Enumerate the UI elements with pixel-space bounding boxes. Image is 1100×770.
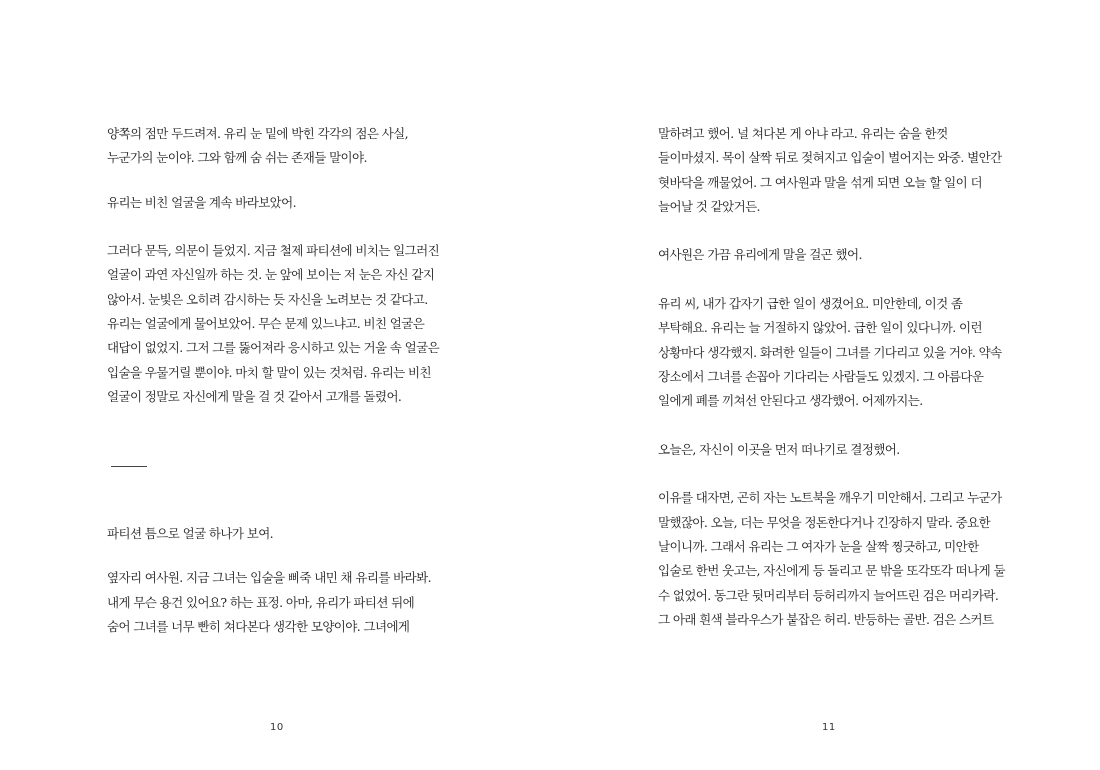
page-number: 11 [822,722,836,733]
text-line: 유리 씨, 내가 갑자기 급한 일이 생겼어요. 미안한데, 이것 좀 [658,296,963,312]
text-line: 입술을 우물거릴 뿐이야. 마치 할 말이 있는 것처럼. 유리는 비친 [107,364,431,380]
text-line: 말하려고 했어. 널 쳐다본 게 아냐 라고. 유리는 숨을 한껏 [658,126,948,141]
paragraph-gap [658,462,1013,486]
text-line: 이유를 대자면, 곤히 자는 노트북을 깨우기 미안해서. 그리고 누군가 [658,490,1002,506]
text-line: 대답이 없었지. 그저 그를 뚫어져라 응시하고 있는 거울 속 얼굴은 [107,340,440,356]
paragraph-gap [107,215,452,239]
paragraph-gap [107,502,452,522]
divider-line [111,466,147,467]
text-line: 늘어날 것 같았거든. [658,198,760,214]
text-line: 숨어 그녀를 너무 빤히 쳐다본다 생각한 모양이야. 그녀에게 [107,619,410,635]
text-line: 부탁해요. 유리는 늘 거절하지 않았어. 급한 일이 있다니까. 이런 [658,320,982,336]
left-page-text [107,122,452,639]
paragraph-gap [658,268,1013,292]
section-divider [107,454,452,478]
right-page [550,0,1100,770]
text-line: 양쪽의 점만 두드려져. 유리 눈 밑에 박힌 각각의 점은 사실, [107,126,409,141]
paragraph-gap [658,414,1013,438]
text-line: 여사원은 가끔 유리에게 말을 걸곤 했어. [658,247,862,263]
paragraph-gap [658,219,1013,243]
text-line: 장소에서 그녀를 손꼽아 기다리는 사람들도 있겠지. 그 아름다운 [658,368,984,384]
paragraph-gap [107,434,452,454]
text-line: 얼굴이 과연 자신일까 하는 것. 눈 앞에 보이는 저 눈은 자신 같지 [107,267,435,283]
paragraph-gap [107,171,452,191]
paragraph-gap [107,478,452,502]
text-line: 유리는 얼굴에게 물어보았어. 무슨 문제 있느냐고. 비친 얼굴은 [107,316,425,332]
text-line: 입술로 한번 웃고는, 자신에게 등 돌리고 문 밖을 또각또각 떠나게 둘 [658,563,1005,579]
text-line: 오늘은, 자신이 이곳을 먼저 떠나기로 결정했어. [658,441,900,457]
text-line: 상황마다 생각했지. 화려한 일들이 그녀를 기다리고 있을 거야. 약속 [658,344,1002,360]
text-line: 옆자리 여사원. 지금 그녀는 입술을 삐죽 내민 채 유리를 바라봐. [107,570,431,586]
text-line: 그러다 문득, 의문이 들었지. 지금 철제 파티션에 비치는 일그러진 [107,243,440,259]
paragraph-gap [107,546,452,566]
text-line: 내게 무슨 용건 있어요? 하는 표정. 아마, 유리가 파티션 뒤에 [107,594,415,610]
page-number: 10 [270,722,284,733]
paragraph-gap [107,409,452,433]
text-line: 혓바닥을 깨물었어. 그 여사원과 말을 섞게 되면 오늘 할 일이 더 [658,174,982,190]
text-line: 파티션 틈으로 얼굴 하나가 보여. [107,526,274,542]
text-line: 않아서. 눈빛은 오히려 감시하는 듯 자신을 노려보는 것 같다고. [107,291,428,307]
right-page-text [658,122,1013,632]
text-line: 유리는 비친 얼굴을 계속 바라보았어. [107,194,296,210]
text-line: 일에게 폐를 끼쳐선 안된다고 생각했어. 어제까지는. [658,393,923,409]
text-line: 얼굴이 정말로 자신에게 말을 걸 것 같아서 고개를 돌렸어. [107,388,402,404]
text-line: 말했잖아. 오늘, 더는 무엇을 정돈한다거나 긴장하지 말라. 중요한 [658,514,991,530]
text-line: 그 아래 흰색 블라우스가 붙잡은 허리. 반등하는 골반. 검은 스커트 [658,611,994,627]
text-line: 수 없었어. 동그란 뒷머리부터 등허리까지 늘어뜨린 검은 머리카락. [658,587,999,603]
text-line: 날이니까. 그래서 유리는 그 여자가 눈을 살짝 찡긋하고, 미안한 [658,539,979,555]
text-line: 들이마셨지. 목이 살짝 뒤로 젖혀지고 입술이 벌어지는 와중. 별안간 [658,150,1002,166]
text-line: 누군가의 눈이야. 그와 함께 숨 쉬는 존재들 말이야. [107,150,367,166]
